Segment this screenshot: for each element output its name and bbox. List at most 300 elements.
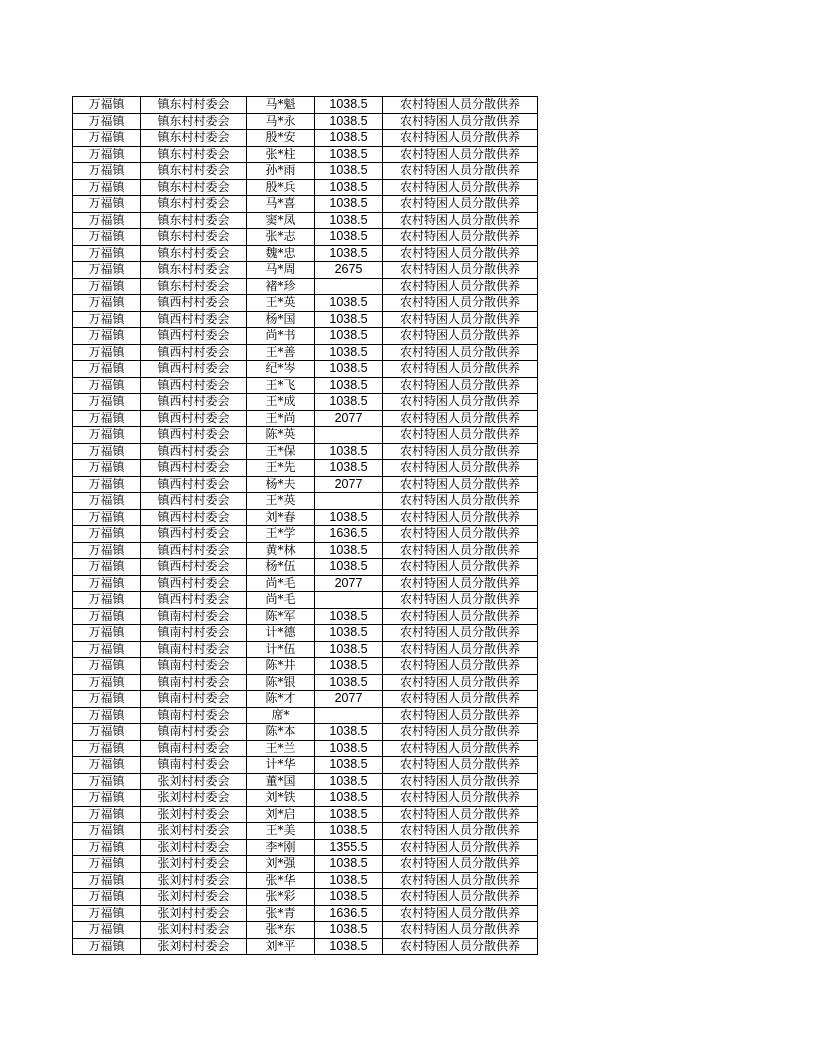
village-committee-cell: 镇东村村委会 xyxy=(141,196,247,213)
village-committee-cell: 镇东村村委会 xyxy=(141,212,247,229)
amount-cell: 1355.5 xyxy=(315,839,383,856)
person-name-cell: 黄*林 xyxy=(247,542,315,559)
table-row xyxy=(73,476,538,493)
town-cell: 万福镇 xyxy=(73,377,141,394)
town-cell: 万福镇 xyxy=(73,179,141,196)
town-cell: 万福镇 xyxy=(73,724,141,741)
person-name-cell: 杨*国 xyxy=(247,311,315,328)
amount-cell: 1038.5 xyxy=(315,295,383,312)
support-type-cell: 农村特困人员分散供养 xyxy=(383,740,538,757)
amount-cell: 2077 xyxy=(315,575,383,592)
person-name-cell: 张*志 xyxy=(247,229,315,246)
table-row xyxy=(73,625,538,642)
support-type-cell: 农村特困人员分散供养 xyxy=(383,212,538,229)
support-type-cell: 农村特困人员分散供养 xyxy=(383,542,538,559)
person-name-cell: 刘*启 xyxy=(247,806,315,823)
table-row xyxy=(73,146,538,163)
support-type-cell: 农村特困人员分散供养 xyxy=(383,278,538,295)
town-cell: 万福镇 xyxy=(73,328,141,345)
town-cell: 万福镇 xyxy=(73,773,141,790)
support-type-cell: 农村特困人员分散供养 xyxy=(383,443,538,460)
support-type-cell: 农村特困人员分散供养 xyxy=(383,97,538,114)
village-committee-cell: 镇西村村委会 xyxy=(141,443,247,460)
amount-cell: 1038.5 xyxy=(315,344,383,361)
table-row xyxy=(73,97,538,114)
person-name-cell: 窦*凤 xyxy=(247,212,315,229)
village-committee-cell: 张刘村村委会 xyxy=(141,823,247,840)
table-row xyxy=(73,130,538,147)
amount-cell: 2077 xyxy=(315,691,383,708)
table-row xyxy=(73,427,538,444)
person-name-cell: 刘*春 xyxy=(247,509,315,526)
person-name-cell: 计*华 xyxy=(247,757,315,774)
village-committee-cell: 镇西村村委会 xyxy=(141,460,247,477)
amount-cell: 1636.5 xyxy=(315,526,383,543)
person-name-cell: 殷*安 xyxy=(247,130,315,147)
support-roster-table xyxy=(72,96,538,955)
support-type-cell: 农村特困人员分散供养 xyxy=(383,262,538,279)
village-committee-cell: 镇西村村委会 xyxy=(141,394,247,411)
person-name-cell: 马*周 xyxy=(247,262,315,279)
amount-cell: 1038.5 xyxy=(315,559,383,576)
village-committee-cell: 镇东村村委会 xyxy=(141,130,247,147)
amount-cell: 2077 xyxy=(315,476,383,493)
village-committee-cell: 镇南村村委会 xyxy=(141,740,247,757)
table-row xyxy=(73,212,538,229)
town-cell: 万福镇 xyxy=(73,262,141,279)
table-row xyxy=(73,443,538,460)
town-cell: 万福镇 xyxy=(73,823,141,840)
town-cell: 万福镇 xyxy=(73,575,141,592)
village-committee-cell: 镇西村村委会 xyxy=(141,410,247,427)
person-name-cell: 张*柱 xyxy=(247,146,315,163)
support-type-cell: 农村特困人员分散供养 xyxy=(383,905,538,922)
support-type-cell: 农村特困人员分散供养 xyxy=(383,658,538,675)
amount-cell: 1038.5 xyxy=(315,328,383,345)
table-row xyxy=(73,707,538,724)
amount-cell: 1038.5 xyxy=(315,443,383,460)
support-type-cell: 农村特困人员分散供养 xyxy=(383,559,538,576)
support-type-cell: 农村特困人员分散供养 xyxy=(383,839,538,856)
person-name-cell: 孙*雨 xyxy=(247,163,315,180)
town-cell: 万福镇 xyxy=(73,212,141,229)
town-cell: 万福镇 xyxy=(73,542,141,559)
village-committee-cell: 张刘村村委会 xyxy=(141,938,247,955)
town-cell: 万福镇 xyxy=(73,295,141,312)
table-row xyxy=(73,856,538,873)
town-cell: 万福镇 xyxy=(73,757,141,774)
town-cell: 万福镇 xyxy=(73,856,141,873)
table-row xyxy=(73,361,538,378)
table-row xyxy=(73,278,538,295)
village-committee-cell: 镇西村村委会 xyxy=(141,575,247,592)
amount-cell xyxy=(315,592,383,609)
village-committee-cell: 镇东村村委会 xyxy=(141,97,247,114)
village-committee-cell: 镇东村村委会 xyxy=(141,113,247,130)
support-type-cell: 农村特困人员分散供养 xyxy=(383,872,538,889)
support-type-cell: 农村特困人员分散供养 xyxy=(383,823,538,840)
amount-cell: 1038.5 xyxy=(315,641,383,658)
person-name-cell: 陈*井 xyxy=(247,658,315,675)
support-type-cell: 农村特困人员分散供养 xyxy=(383,361,538,378)
person-name-cell: 王*飞 xyxy=(247,377,315,394)
person-name-cell: 刘*强 xyxy=(247,856,315,873)
support-type-cell: 农村特困人员分散供养 xyxy=(383,130,538,147)
support-type-cell: 农村特困人员分散供养 xyxy=(383,707,538,724)
support-type-cell: 农村特困人员分散供养 xyxy=(383,146,538,163)
town-cell: 万福镇 xyxy=(73,493,141,510)
amount-cell: 1038.5 xyxy=(315,130,383,147)
amount-cell: 1038.5 xyxy=(315,625,383,642)
support-type-cell: 农村特困人员分散供养 xyxy=(383,196,538,213)
person-name-cell: 殷*兵 xyxy=(247,179,315,196)
village-committee-cell: 镇南村村委会 xyxy=(141,608,247,625)
person-name-cell: 刘*平 xyxy=(247,938,315,955)
amount-cell: 1038.5 xyxy=(315,245,383,262)
town-cell: 万福镇 xyxy=(73,691,141,708)
amount-cell: 1038.5 xyxy=(315,163,383,180)
village-committee-cell: 镇西村村委会 xyxy=(141,493,247,510)
table-row xyxy=(73,526,538,543)
support-type-cell: 农村特困人员分散供养 xyxy=(383,328,538,345)
table-row xyxy=(73,757,538,774)
village-committee-cell: 镇东村村委会 xyxy=(141,146,247,163)
person-name-cell: 张*彩 xyxy=(247,889,315,906)
person-name-cell: 纪*岑 xyxy=(247,361,315,378)
person-name-cell: 王*成 xyxy=(247,394,315,411)
amount-cell: 1038.5 xyxy=(315,196,383,213)
table-row xyxy=(73,328,538,345)
support-type-cell: 农村特困人员分散供养 xyxy=(383,773,538,790)
village-committee-cell: 镇东村村委会 xyxy=(141,163,247,180)
support-type-cell: 农村特困人员分散供养 xyxy=(383,179,538,196)
support-type-cell: 农村特困人员分散供养 xyxy=(383,163,538,180)
village-committee-cell: 张刘村村委会 xyxy=(141,856,247,873)
town-cell: 万福镇 xyxy=(73,625,141,642)
village-committee-cell: 镇南村村委会 xyxy=(141,625,247,642)
town-cell: 万福镇 xyxy=(73,361,141,378)
town-cell: 万福镇 xyxy=(73,163,141,180)
village-committee-cell: 镇东村村委会 xyxy=(141,179,247,196)
amount-cell: 1038.5 xyxy=(315,608,383,625)
amount-cell: 1038.5 xyxy=(315,394,383,411)
person-name-cell: 杨*夫 xyxy=(247,476,315,493)
village-committee-cell: 镇西村村委会 xyxy=(141,526,247,543)
person-name-cell: 杨*伍 xyxy=(247,559,315,576)
town-cell: 万福镇 xyxy=(73,740,141,757)
town-cell: 万福镇 xyxy=(73,889,141,906)
amount-cell: 1038.5 xyxy=(315,509,383,526)
support-type-cell: 农村特困人员分散供养 xyxy=(383,377,538,394)
village-committee-cell: 张刘村村委会 xyxy=(141,790,247,807)
village-committee-cell: 镇南村村委会 xyxy=(141,691,247,708)
amount-cell xyxy=(315,707,383,724)
town-cell: 万福镇 xyxy=(73,592,141,609)
town-cell: 万福镇 xyxy=(73,344,141,361)
village-committee-cell: 镇南村村委会 xyxy=(141,641,247,658)
support-type-cell: 农村特困人员分散供养 xyxy=(383,509,538,526)
person-name-cell: 李*刚 xyxy=(247,839,315,856)
town-cell: 万福镇 xyxy=(73,146,141,163)
person-name-cell: 王*英 xyxy=(247,493,315,510)
table-row xyxy=(73,493,538,510)
table-row xyxy=(73,163,538,180)
support-type-cell: 农村特困人员分散供养 xyxy=(383,476,538,493)
village-committee-cell: 镇东村村委会 xyxy=(141,262,247,279)
person-name-cell: 马*永 xyxy=(247,113,315,130)
amount-cell: 1038.5 xyxy=(315,757,383,774)
amount-cell: 1038.5 xyxy=(315,311,383,328)
table-row xyxy=(73,394,538,411)
person-name-cell: 褚*珍 xyxy=(247,278,315,295)
amount-cell: 1038.5 xyxy=(315,542,383,559)
village-committee-cell: 镇西村村委会 xyxy=(141,542,247,559)
table-row xyxy=(73,872,538,889)
town-cell: 万福镇 xyxy=(73,658,141,675)
amount-cell: 1038.5 xyxy=(315,229,383,246)
town-cell: 万福镇 xyxy=(73,476,141,493)
village-committee-cell: 镇西村村委会 xyxy=(141,377,247,394)
table-row xyxy=(73,889,538,906)
amount-cell: 1038.5 xyxy=(315,938,383,955)
town-cell: 万福镇 xyxy=(73,790,141,807)
town-cell: 万福镇 xyxy=(73,460,141,477)
amount-cell xyxy=(315,278,383,295)
village-committee-cell: 镇西村村委会 xyxy=(141,311,247,328)
town-cell: 万福镇 xyxy=(73,130,141,147)
table-row xyxy=(73,179,538,196)
table-row xyxy=(73,542,538,559)
village-committee-cell: 张刘村村委会 xyxy=(141,839,247,856)
amount-cell: 1038.5 xyxy=(315,790,383,807)
village-committee-cell: 镇西村村委会 xyxy=(141,295,247,312)
table-body xyxy=(73,97,538,955)
village-committee-cell: 镇西村村委会 xyxy=(141,592,247,609)
table-row xyxy=(73,790,538,807)
support-type-cell: 农村特困人员分散供养 xyxy=(383,806,538,823)
support-type-cell: 农村特困人员分散供养 xyxy=(383,938,538,955)
table-row xyxy=(73,559,538,576)
amount-cell: 1038.5 xyxy=(315,773,383,790)
person-name-cell: 董*国 xyxy=(247,773,315,790)
support-type-cell: 农村特困人员分散供养 xyxy=(383,460,538,477)
table-row xyxy=(73,262,538,279)
table-row xyxy=(73,377,538,394)
table-row xyxy=(73,839,538,856)
town-cell: 万福镇 xyxy=(73,394,141,411)
amount-cell: 1038.5 xyxy=(315,856,383,873)
village-committee-cell: 镇东村村委会 xyxy=(141,245,247,262)
table-row xyxy=(73,608,538,625)
town-cell: 万福镇 xyxy=(73,311,141,328)
amount-cell: 1038.5 xyxy=(315,674,383,691)
amount-cell: 1038.5 xyxy=(315,179,383,196)
support-type-cell: 农村特困人员分散供养 xyxy=(383,625,538,642)
table-row xyxy=(73,344,538,361)
amount-cell: 2675 xyxy=(315,262,383,279)
amount-cell: 1038.5 xyxy=(315,872,383,889)
table-row xyxy=(73,724,538,741)
table-row xyxy=(73,938,538,955)
village-committee-cell: 镇西村村委会 xyxy=(141,509,247,526)
village-committee-cell: 镇西村村委会 xyxy=(141,559,247,576)
person-name-cell: 王*善 xyxy=(247,344,315,361)
amount-cell: 1038.5 xyxy=(315,806,383,823)
person-name-cell: 陈*银 xyxy=(247,674,315,691)
town-cell: 万福镇 xyxy=(73,113,141,130)
amount-cell: 1038.5 xyxy=(315,889,383,906)
amount-cell: 1038.5 xyxy=(315,922,383,939)
village-committee-cell: 张刘村村委会 xyxy=(141,905,247,922)
support-type-cell: 农村特困人员分散供养 xyxy=(383,674,538,691)
person-name-cell: 王*兰 xyxy=(247,740,315,757)
town-cell: 万福镇 xyxy=(73,97,141,114)
support-type-cell: 农村特困人员分散供养 xyxy=(383,526,538,543)
town-cell: 万福镇 xyxy=(73,229,141,246)
town-cell: 万福镇 xyxy=(73,427,141,444)
table-row xyxy=(73,674,538,691)
table-row xyxy=(73,806,538,823)
table-row xyxy=(73,922,538,939)
amount-cell: 1038.5 xyxy=(315,377,383,394)
amount-cell: 1038.5 xyxy=(315,724,383,741)
person-name-cell: 席* xyxy=(247,707,315,724)
amount-cell xyxy=(315,427,383,444)
town-cell: 万福镇 xyxy=(73,278,141,295)
village-committee-cell: 镇西村村委会 xyxy=(141,328,247,345)
person-name-cell: 计*德 xyxy=(247,625,315,642)
support-type-cell: 农村特困人员分散供养 xyxy=(383,410,538,427)
amount-cell: 1038.5 xyxy=(315,658,383,675)
support-type-cell: 农村特困人员分散供养 xyxy=(383,856,538,873)
village-committee-cell: 镇南村村委会 xyxy=(141,674,247,691)
village-committee-cell: 镇西村村委会 xyxy=(141,344,247,361)
village-committee-cell: 镇南村村委会 xyxy=(141,757,247,774)
person-name-cell: 尚*毛 xyxy=(247,575,315,592)
village-committee-cell: 张刘村村委会 xyxy=(141,773,247,790)
village-committee-cell: 镇东村村委会 xyxy=(141,278,247,295)
support-type-cell: 农村特困人员分散供养 xyxy=(383,922,538,939)
amount-cell: 1636.5 xyxy=(315,905,383,922)
town-cell: 万福镇 xyxy=(73,608,141,625)
table-row xyxy=(73,410,538,427)
town-cell: 万福镇 xyxy=(73,509,141,526)
village-committee-cell: 张刘村村委会 xyxy=(141,872,247,889)
support-type-cell: 农村特困人员分散供养 xyxy=(383,608,538,625)
town-cell: 万福镇 xyxy=(73,641,141,658)
person-name-cell: 陈*英 xyxy=(247,427,315,444)
village-committee-cell: 镇西村村委会 xyxy=(141,361,247,378)
support-type-cell: 农村特困人员分散供养 xyxy=(383,229,538,246)
person-name-cell: 计*伍 xyxy=(247,641,315,658)
person-name-cell: 陈*才 xyxy=(247,691,315,708)
person-name-cell: 尚*书 xyxy=(247,328,315,345)
town-cell: 万福镇 xyxy=(73,938,141,955)
town-cell: 万福镇 xyxy=(73,905,141,922)
support-type-cell: 农村特困人员分散供养 xyxy=(383,245,538,262)
amount-cell: 1038.5 xyxy=(315,361,383,378)
village-committee-cell: 镇西村村委会 xyxy=(141,427,247,444)
table-row xyxy=(73,823,538,840)
support-type-cell: 农村特困人员分散供养 xyxy=(383,295,538,312)
table-row xyxy=(73,229,538,246)
person-name-cell: 陈*军 xyxy=(247,608,315,625)
town-cell: 万福镇 xyxy=(73,410,141,427)
support-type-cell: 农村特困人员分散供养 xyxy=(383,427,538,444)
table-row xyxy=(73,196,538,213)
amount-cell: 1038.5 xyxy=(315,740,383,757)
support-type-cell: 农村特困人员分散供养 xyxy=(383,575,538,592)
support-type-cell: 农村特困人员分散供养 xyxy=(383,493,538,510)
town-cell: 万福镇 xyxy=(73,806,141,823)
person-name-cell: 王*学 xyxy=(247,526,315,543)
village-committee-cell: 张刘村村委会 xyxy=(141,922,247,939)
support-type-cell: 农村特困人员分散供养 xyxy=(383,790,538,807)
table-row xyxy=(73,905,538,922)
table-row xyxy=(73,575,538,592)
support-type-cell: 农村特困人员分散供养 xyxy=(383,757,538,774)
support-type-cell: 农村特困人员分散供养 xyxy=(383,691,538,708)
town-cell: 万福镇 xyxy=(73,443,141,460)
person-name-cell: 马*喜 xyxy=(247,196,315,213)
village-committee-cell: 镇南村村委会 xyxy=(141,658,247,675)
support-type-cell: 农村特困人员分散供养 xyxy=(383,113,538,130)
person-name-cell: 王*先 xyxy=(247,460,315,477)
person-name-cell: 王*尚 xyxy=(247,410,315,427)
town-cell: 万福镇 xyxy=(73,707,141,724)
village-committee-cell: 镇南村村委会 xyxy=(141,724,247,741)
town-cell: 万福镇 xyxy=(73,245,141,262)
town-cell: 万福镇 xyxy=(73,872,141,889)
person-name-cell: 王*美 xyxy=(247,823,315,840)
village-committee-cell: 镇西村村委会 xyxy=(141,476,247,493)
village-committee-cell: 镇南村村委会 xyxy=(141,707,247,724)
support-type-cell: 农村特困人员分散供养 xyxy=(383,311,538,328)
village-committee-cell: 镇东村村委会 xyxy=(141,229,247,246)
support-type-cell: 农村特困人员分散供养 xyxy=(383,344,538,361)
table-row xyxy=(73,773,538,790)
table-row xyxy=(73,113,538,130)
person-name-cell: 王*保 xyxy=(247,443,315,460)
person-name-cell: 马*魁 xyxy=(247,97,315,114)
amount-cell xyxy=(315,493,383,510)
table-row xyxy=(73,295,538,312)
table-row xyxy=(73,509,538,526)
amount-cell: 1038.5 xyxy=(315,113,383,130)
town-cell: 万福镇 xyxy=(73,839,141,856)
town-cell: 万福镇 xyxy=(73,674,141,691)
support-type-cell: 农村特困人员分散供养 xyxy=(383,394,538,411)
table-row xyxy=(73,691,538,708)
support-type-cell: 农村特困人员分散供养 xyxy=(383,592,538,609)
amount-cell: 2077 xyxy=(315,410,383,427)
table-row xyxy=(73,641,538,658)
table-row xyxy=(73,460,538,477)
village-committee-cell: 张刘村村委会 xyxy=(141,889,247,906)
amount-cell: 1038.5 xyxy=(315,823,383,840)
person-name-cell: 陈*本 xyxy=(247,724,315,741)
amount-cell: 1038.5 xyxy=(315,97,383,114)
support-type-cell: 农村特困人员分散供养 xyxy=(383,641,538,658)
table-row xyxy=(73,658,538,675)
person-name-cell: 尚*毛 xyxy=(247,592,315,609)
table-row xyxy=(73,740,538,757)
table-row xyxy=(73,311,538,328)
table-row xyxy=(73,245,538,262)
table-row xyxy=(73,592,538,609)
support-type-cell: 农村特困人员分散供养 xyxy=(383,724,538,741)
person-name-cell: 刘*铁 xyxy=(247,790,315,807)
